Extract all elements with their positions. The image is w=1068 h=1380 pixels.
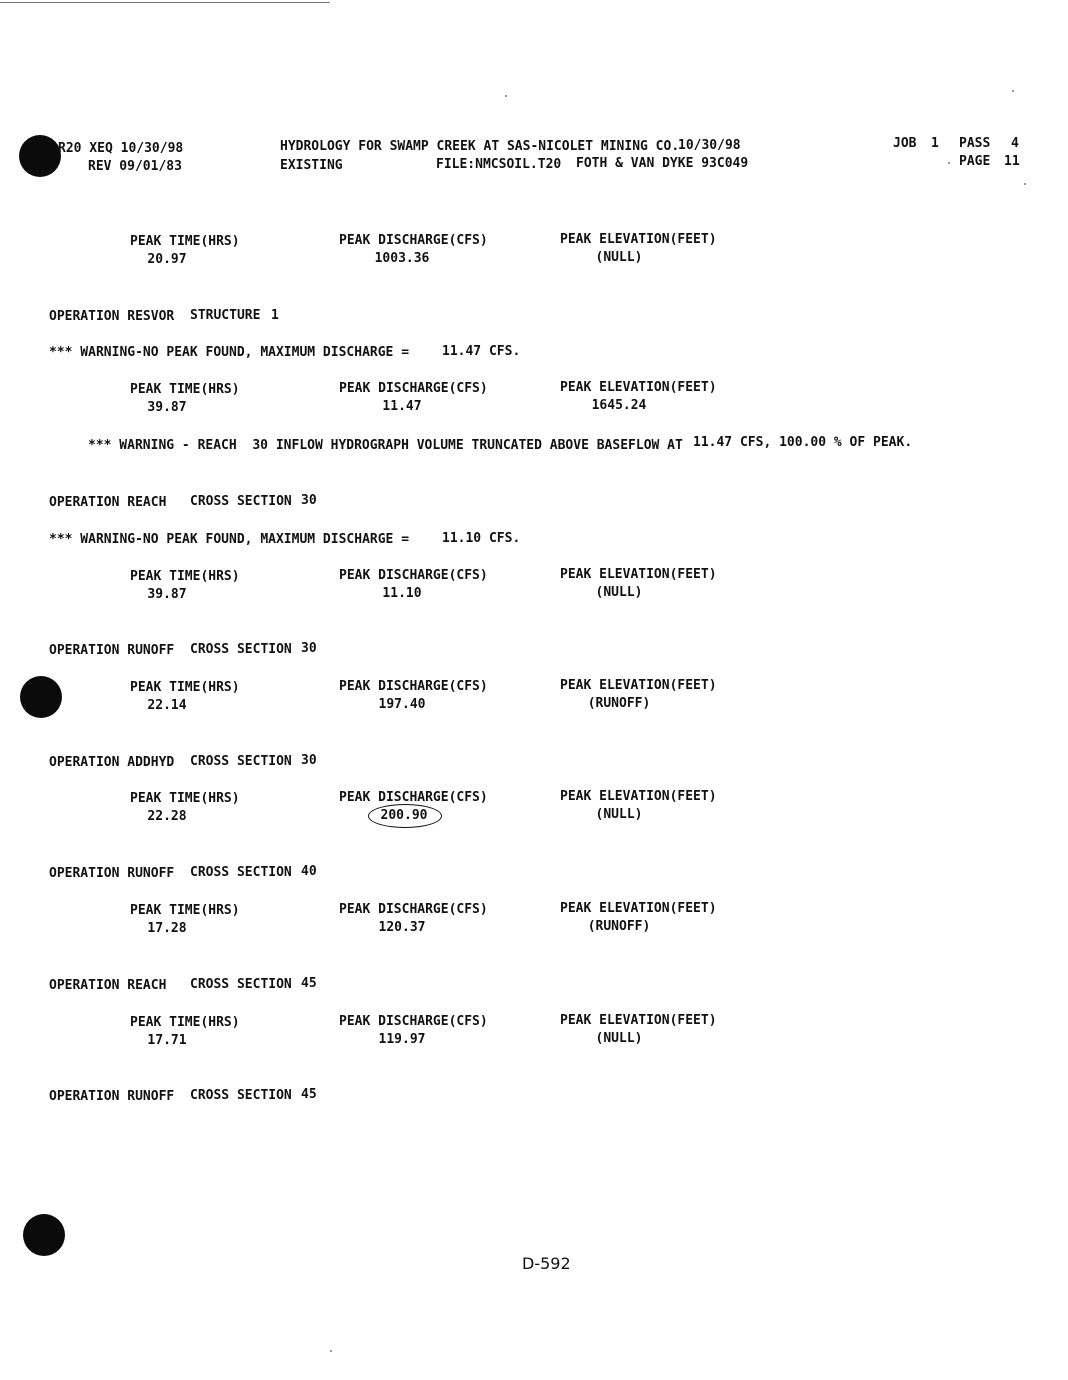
- header-pass-value: 4: [1011, 136, 1019, 151]
- peak-discharge-label: PEAK DISCHARGE(CFS): [339, 233, 488, 248]
- header-program-run: R20 XEQ 10/30/98: [58, 141, 184, 156]
- peak-discharge-label: PEAK DISCHARGE(CFS): [339, 902, 488, 917]
- operation-number: 40: [301, 864, 317, 879]
- header-page-label: PAGE: [959, 154, 991, 169]
- peak-time-label: PEAK TIME(HRS): [130, 791, 240, 806]
- operation-name: OPERATION RUNOFF: [49, 643, 175, 658]
- warning-text: *** WARNING-NO PEAK FOUND, MAXIMUM DISCHARGE =: [49, 532, 410, 547]
- hand-drawn-circle-annotation: [368, 804, 442, 828]
- peak-time-value: 20.97: [147, 252, 187, 267]
- operation-number: 30: [301, 641, 317, 656]
- peak-time-value: 17.28: [147, 921, 187, 936]
- peak-elevation-value: (NULL): [595, 250, 643, 265]
- scan-speck: [1024, 183, 1026, 185]
- header-existing: EXISTING: [280, 158, 343, 173]
- peak-time-value: 22.28: [147, 809, 187, 824]
- header-file: FILE:NMCSOIL.T20: [436, 157, 562, 172]
- peak-elevation-label: PEAK ELEVATION(FEET): [560, 567, 717, 582]
- reach-warning-text: *** WARNING - REACH 30 INFLOW HYDROGRAPH VOLUME TRUNCATED ABOVE BASEFLOW AT: [88, 438, 683, 453]
- warning-text: *** WARNING-NO PEAK FOUND, MAXIMUM DISCHARGE =: [49, 345, 410, 360]
- operation-number: 30: [301, 493, 317, 508]
- operation-name: OPERATION REACH: [49, 978, 167, 993]
- peak-time-value: 39.87: [147, 400, 187, 415]
- peak-time-label: PEAK TIME(HRS): [130, 569, 240, 584]
- peak-elevation-label: PEAK ELEVATION(FEET): [560, 789, 717, 804]
- header-date: 10/30/98: [678, 138, 741, 153]
- scan-edge-line: [0, 2, 330, 3]
- peak-elevation-label: PEAK ELEVATION(FEET): [560, 1013, 717, 1028]
- peak-discharge-label: PEAK DISCHARGE(CFS): [339, 679, 488, 694]
- peak-time-label: PEAK TIME(HRS): [130, 1015, 240, 1030]
- peak-discharge-label: PEAK DISCHARGE(CFS): [339, 790, 488, 805]
- operation-number: 1: [271, 308, 279, 323]
- peak-discharge-value: 11.10: [382, 586, 422, 601]
- warning-value: 11.47 CFS.: [442, 344, 521, 359]
- operation-name: OPERATION RUNOFF: [49, 1089, 175, 1104]
- scan-speck: [1012, 90, 1014, 92]
- header-firm: FOTH & VAN DYKE 93C049: [576, 156, 749, 171]
- punch-hole-middle: [20, 676, 62, 718]
- header-pass-label: PASS: [959, 136, 991, 151]
- header-revision: REV 09/01/83: [88, 159, 182, 174]
- warning-value: 11.10 CFS.: [442, 531, 521, 546]
- peak-elevation-label: PEAK ELEVATION(FEET): [560, 901, 717, 916]
- peak-discharge-label: PEAK DISCHARGE(CFS): [339, 568, 488, 583]
- peak-discharge-value: 119.97: [378, 1032, 426, 1047]
- operation-section: CROSS SECTION: [190, 865, 292, 880]
- operation-section: CROSS SECTION: [190, 754, 292, 769]
- operation-name: OPERATION RESVOR: [49, 309, 175, 324]
- peak-time-label: PEAK TIME(HRS): [130, 680, 240, 695]
- operation-name: OPERATION RUNOFF: [49, 866, 175, 881]
- peak-time-value: 17.71: [147, 1033, 187, 1048]
- page-number: D-592: [522, 1254, 571, 1273]
- punch-hole-top: [19, 135, 61, 177]
- scan-speck: [948, 162, 950, 164]
- peak-discharge-value: 120.37: [378, 920, 426, 935]
- peak-elevation-value: 1645.24: [591, 398, 647, 413]
- peak-discharge-value: 11.47: [382, 399, 422, 414]
- peak-time-label: PEAK TIME(HRS): [130, 234, 240, 249]
- reach-warning-value: 11.47 CFS, 100.00 % OF PEAK.: [693, 435, 913, 450]
- peak-elevation-label: PEAK ELEVATION(FEET): [560, 380, 717, 395]
- operation-number: 45: [301, 1087, 317, 1102]
- operation-section: STRUCTURE: [190, 308, 261, 323]
- peak-discharge-value: 197.40: [378, 697, 426, 712]
- peak-time-label: PEAK TIME(HRS): [130, 382, 240, 397]
- scan-speck: [505, 95, 507, 97]
- peak-discharge-label: PEAK DISCHARGE(CFS): [339, 1014, 488, 1029]
- operation-number: 45: [301, 976, 317, 991]
- peak-discharge-value: 200.90: [380, 808, 428, 823]
- operation-section: CROSS SECTION: [190, 1088, 292, 1103]
- peak-elevation-value: (RUNOFF): [587, 696, 651, 711]
- peak-time-label: PEAK TIME(HRS): [130, 903, 240, 918]
- header-job-label: JOB: [893, 136, 917, 151]
- header-job-value: 1: [931, 136, 939, 151]
- peak-elevation-label: PEAK ELEVATION(FEET): [560, 232, 717, 247]
- operation-section: CROSS SECTION: [190, 494, 292, 509]
- peak-elevation-value: (NULL): [595, 1031, 643, 1046]
- peak-elevation-label: PEAK ELEVATION(FEET): [560, 678, 717, 693]
- peak-time-value: 22.14: [147, 698, 187, 713]
- operation-section: CROSS SECTION: [190, 642, 292, 657]
- peak-discharge-value: 1003.36: [374, 251, 430, 266]
- operation-name: OPERATION REACH: [49, 495, 167, 510]
- operation-section: CROSS SECTION: [190, 977, 292, 992]
- punch-hole-bottom: [23, 1214, 65, 1256]
- operation-name: OPERATION ADDHYD: [49, 755, 175, 770]
- scan-speck: [330, 1350, 332, 1352]
- peak-discharge-label: PEAK DISCHARGE(CFS): [339, 381, 488, 396]
- peak-elevation-value: (RUNOFF): [587, 919, 651, 934]
- header-title: HYDROLOGY FOR SWAMP CREEK AT SAS-NICOLET MINING CO.: [280, 139, 680, 154]
- peak-elevation-value: (NULL): [595, 585, 643, 600]
- header-page-value: 11: [1004, 154, 1020, 169]
- peak-elevation-value: (NULL): [595, 807, 643, 822]
- operation-number: 30: [301, 753, 317, 768]
- peak-time-value: 39.87: [147, 587, 187, 602]
